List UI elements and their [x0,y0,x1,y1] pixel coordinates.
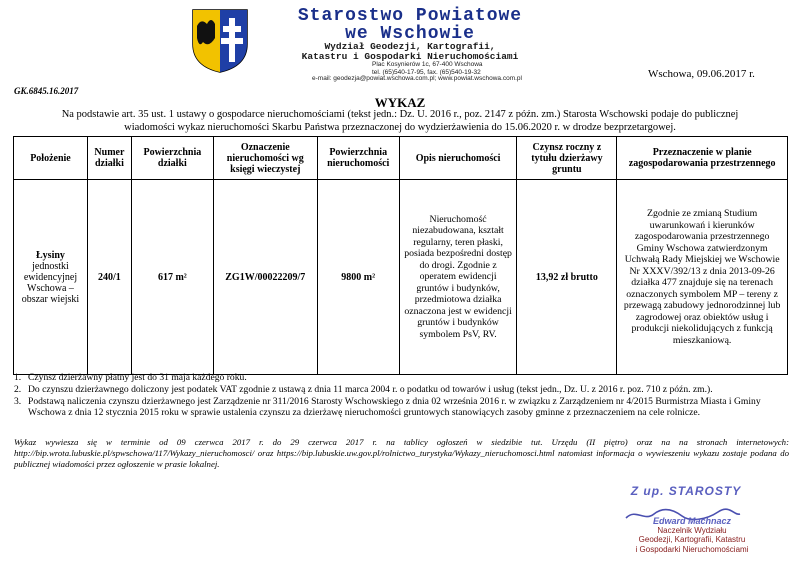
contact-email: e-mail: geodezja@powiat.wschowa.com.pl; www.powiat.wschowa.com.pl [312,75,522,82]
header-property-area: Powierzchnia nieruchomości [317,137,399,180]
address-phone: tel. (65)540-17-95, fax. (65)540-19-32 [372,68,481,76]
address-block [372,61,483,76]
intro-line1: Na podstawie art. 35 ust. 1 ustawy o gospodarce nieruchomościami (tekst jedn.: Dz. U. 2016 r., poz. 2147 z późn. zm.) Starosta Wschowski podaje do publicznej [61,109,739,120]
list-item [14,396,789,420]
note-number: 2. [14,383,22,395]
stamp-line3: Geodezji, Kartografii, Katastru [638,535,746,545]
document-intro [14,109,786,134]
department-line2: Katastru i Gospodarki Nieruchomościami [301,51,519,62]
stamp-block [612,517,772,554]
institution-name-line1: Starostwo Powiatowe [297,6,523,26]
institution-name-line2: we Wschowie [345,24,475,44]
property-table [13,136,788,375]
note-text: Podstawą naliczenia czynszu dzierżawnego jest Zarządzenie nr 311/2016 Starosty Wschowskiego z dnia 02 września 2016 r. w związku z Zarządzeniem nr 4/2015 Burmistrza Miasta i Gminy Wschowa z dnia 12 stycznia 2015 roku w sprawie ustalenia czynszu za dzierżawę nieruchomości gruntowych stanowiących zasoby gminne z przeznaczeniem na cele rolnicze. [28,395,761,419]
cell-land-register: ZG1W/00022209/7 [213,180,317,375]
stamp-authority: Z up. STAROSTY [630,484,742,498]
header-description: Opis nieruchomości [399,137,517,180]
note-text: Do czynszu dzierżawnego doliczony jest podatek VAT zgodnie z ustawą z dnia 11 marca 2004 r. o podatku od towarów i usług (tekst jedn., Dz. U. z 2016 r. poz. 710 z późn. zm.). [28,383,713,395]
cell-property-area: 9800 m² [317,180,399,375]
list-item [14,384,789,396]
cell-rent: 13,92 zł brutto [517,180,617,375]
note-number: 3. [14,395,22,407]
header-planning: Przeznaczenie w planie zagospodarowania przestrzennego [617,137,788,180]
posting-notice: Wykaz wywiesza się w terminie od 09 czerwca 2017 r. do 29 czerwca 2017 r. na tablicy ogłoszeń w siedzibie tut. Urzędu (II piętro) oraz na na stronach internetowych: http://bip.wrota.lubuskie.pl/spwschowa/117/Wykazy_nieruchomosci/ oraz https://bip.lubuskie.uw.gov.pl/rolnictwo_turystyka/Wykazy_nieruchomosci.html natomiast informacja o wywieszeniu wykazu zostaje podana do publicznej wiadomości przez ogłoszenie w prasie lokalnej. [14,437,789,469]
stamp-signature-name: Edward Machnacz [652,516,732,526]
stamp-line2: Naczelnik Wydziału [657,526,727,536]
document-title: WYKAZ [374,95,426,110]
coat-of-arms-icon [191,8,249,74]
header-location: Położenie [14,137,88,180]
cell-plot-number: 240/1 [87,180,131,375]
department-name [260,42,560,62]
reference-number: GK.6845.16.2017 [14,86,79,96]
document-date: Wschowa, 09.06.2017 r. [648,68,755,80]
intro-line2: wiadomości wykaz nieruchomości Skarbu Państwa przeznaczonej do wydzierżawienia do 15.06.2020 r. w drodze bezprzetargowej. [124,121,676,133]
location-name: Łysiny [36,249,65,261]
table-header-row [14,137,788,180]
cell-plot-area: 617 m² [131,180,213,375]
note-number: 1. [14,372,22,383]
note-text: Czynsz dzierżawny płatny jest do 31 maja każdego roku. [28,372,247,383]
cell-location [14,180,88,375]
header-plot-number: Numer działki [87,137,131,180]
cell-description: Nieruchomość niezabudowana, kształt regularny, teren płaski, posiada bezpośredni dostęp do drogi. Zgodnie z operatem ewidencji gruntów i budynków, przedmiotowa działka oznaczona jest w ewidencji gruntów i budynków symbolem PsV, RV. [399,180,517,375]
header-plot-area: Powierzchnia działki [131,137,213,180]
list-item [14,372,789,384]
header-land-register: Oznaczenie nieruchomości wg księgi wieczystej [213,137,317,180]
location-detail: jednostki ewidencyjnej Wschowa – obszar wiejski [21,260,80,305]
header-rent: Czynsz roczny z tytułu dzierżawy gruntu [517,137,617,180]
stamp-line4: i Gospodarki Nieruchomościami [635,544,749,554]
cell-planning: Zgodnie ze zmianą Studium uwarunkowań i kierunków zagospodarowania przestrzennego Gminy Wschowa zatwierdzonym Uchwałą Rady Miejskiej we Wschowie Nr XXXV/392/13 z dnia 2013-09-26 działka 477 znajduje się na terenach oznaczonych symbolem MP – tereny z przewagą zabudowy jednorodzinnej lub zagrodowej oraz obiektów usług i produkcji niekolidujących z funkcją mieszkaniową. [617,180,788,375]
notes-list [14,372,789,419]
department-line1: Wydział Geodezji, Kartografii, [324,41,496,52]
address-street: Plac Kosynierów 1c, 67-400 Wschowa [372,61,483,68]
table-row [14,180,788,375]
